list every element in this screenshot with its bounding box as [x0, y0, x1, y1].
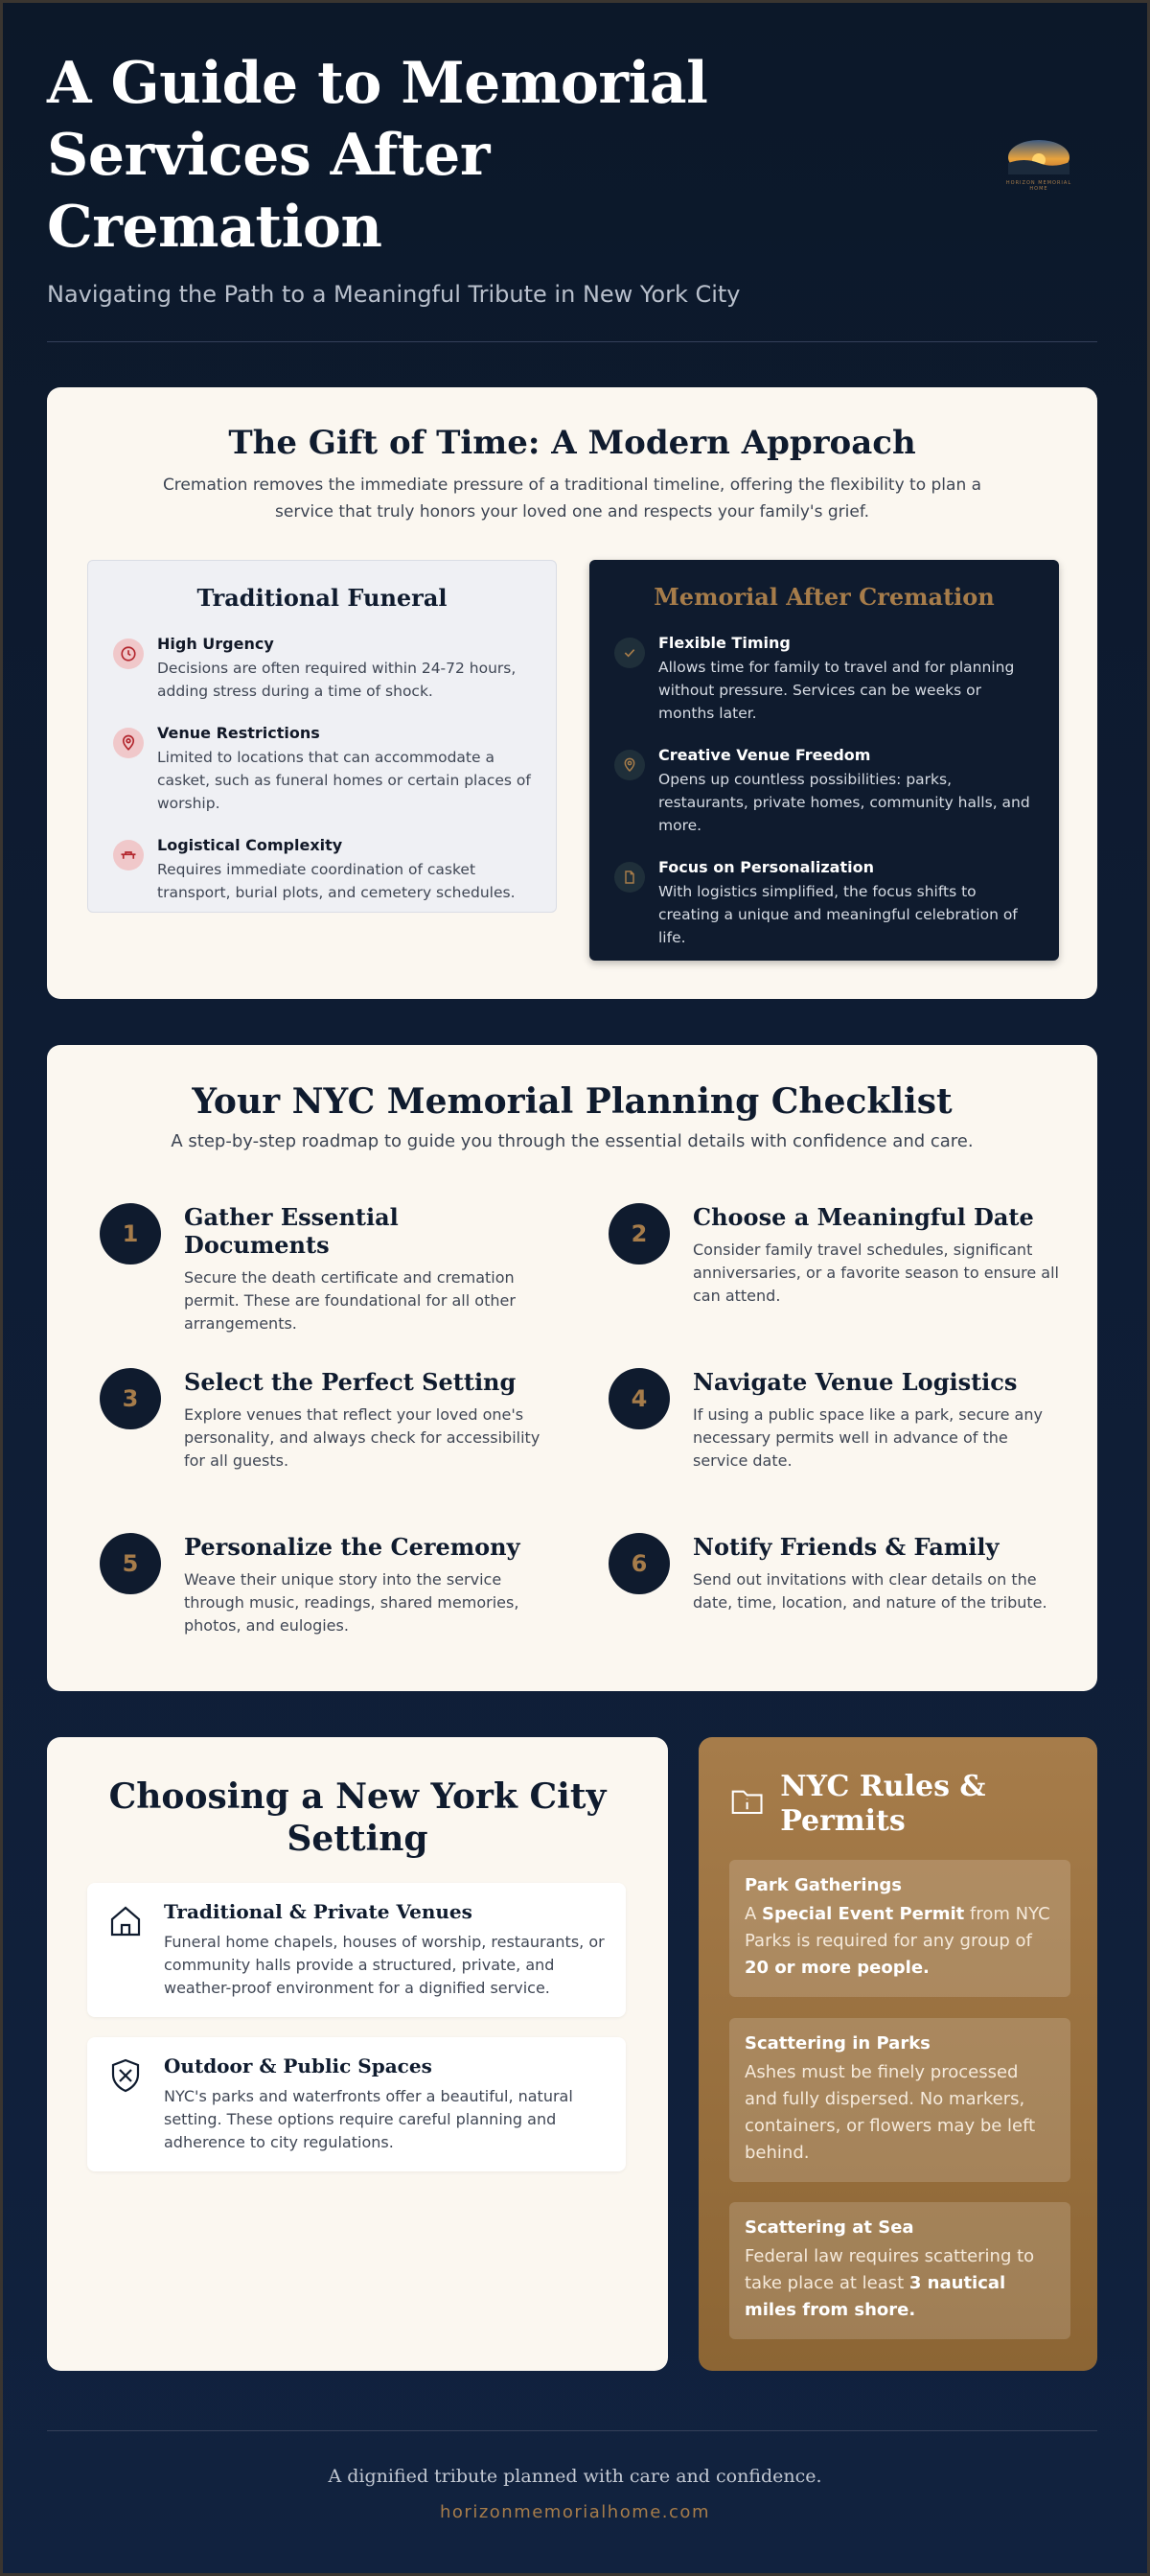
item-title: Logistical Complexity	[157, 836, 343, 854]
footer-divider	[47, 2430, 1097, 2431]
item-desc: Requires immediate coordination of casket transport, burial plots, and cemetery schedules.	[157, 861, 516, 901]
casket-icon	[113, 840, 144, 870]
item-title: Venue Restrictions	[157, 724, 320, 742]
checklist-step	[609, 1203, 1059, 1308]
step-number: 2	[609, 1203, 670, 1265]
section-intro: Cremation removes the immediate pressure of a traditional timeline, offering the flexibility to plan a service that truly honors your loved one and respects your family's grief.	[162, 476, 982, 522]
item-desc: Decisions are often required within 24-72 hours, adding stress during a time of shock.	[157, 660, 517, 700]
step-title: Notify Friends & Family	[693, 1533, 1000, 1561]
rules-header	[729, 1770, 1097, 1839]
step-desc: Explore venues that reflect your loved one's personality, and always check for accessibility for all guests.	[184, 1405, 540, 1470]
step-desc: Send out invitations with clear details on the date, time, location, and nature of the tribute.	[693, 1570, 1047, 1612]
item-desc: Opens up countless possibilities: parks, restaurants, private homes, community halls, and more.	[658, 771, 1030, 834]
step-desc: If using a public space like a park, secure any necessary permits well in advance of the service date.	[693, 1405, 1043, 1470]
nyc-rules-section	[699, 1737, 1097, 2371]
rule-desc: Ashes must be finely processed and fully dispersed. No markers, containers, or flowers may be left behind.	[745, 2062, 1036, 2163]
gift-of-time-section	[47, 387, 1097, 999]
item-desc: Allows time for family to travel and for planning without pressure. Services can be weeks or months later.	[658, 659, 1015, 722]
list-item	[614, 858, 1034, 949]
item-title: Creative Venue Freedom	[658, 746, 871, 764]
section-title: Choosing a New York City Setting	[108, 1776, 607, 1859]
traditional-funeral-panel	[87, 560, 557, 913]
panel-title: Traditional Funeral	[196, 584, 448, 612]
option-desc: Funeral home chapels, houses of worship, restaurants, or community halls provide a structured, private, and weather-proof environment for a dignified service.	[164, 1933, 605, 1997]
section-title: NYC Rules & Permits	[780, 1770, 986, 1838]
location-pin-icon	[113, 728, 144, 758]
logo-wordmark: HORIZON MEMORIAL HOME	[1005, 180, 1072, 192]
panel-title: Memorial After Cremation	[654, 583, 995, 611]
item-title: High Urgency	[157, 635, 274, 653]
section-title: Your NYC Memorial Planning Checklist	[192, 1081, 953, 1122]
header-divider	[47, 341, 1097, 342]
step-title: Gather Essential Documents	[184, 1203, 399, 1259]
item-title: Focus on Personalization	[658, 858, 874, 876]
checklist-step	[100, 1203, 550, 1335]
page-subtitle: Navigating the Path to a Meaningful Tribute in New York City	[47, 281, 741, 308]
option-title: Outdoor & Public Spaces	[164, 2054, 432, 2077]
page-header	[47, 48, 1101, 343]
rule-card	[729, 1860, 1070, 1997]
rule-card	[729, 2202, 1070, 2339]
step-number: 4	[609, 1368, 670, 1429]
folder-info-icon	[729, 1781, 765, 1820]
brand-logo	[1000, 136, 1077, 192]
checkmark-icon	[614, 638, 645, 668]
item-desc: Limited to locations that can accommodate a casket, such as funeral homes or certain places of worship.	[157, 749, 531, 812]
step-title: Navigate Venue Logistics	[693, 1368, 1018, 1396]
venue-option-card	[87, 2037, 626, 2171]
venue-option-card	[87, 1883, 626, 2017]
step-number: 6	[609, 1533, 670, 1594]
checklist-step	[609, 1368, 1059, 1473]
list-item	[113, 724, 531, 815]
option-title: Traditional & Private Venues	[164, 1900, 472, 1923]
memorial-after-cremation-panel	[589, 560, 1059, 961]
footer-website-link[interactable]: horizonmemorialhome.com	[440, 2502, 710, 2522]
list-item	[113, 635, 531, 703]
checklist-step	[100, 1533, 550, 1637]
item-title: Flexible Timing	[658, 634, 791, 652]
planning-checklist-section	[47, 1045, 1097, 1691]
list-item	[113, 836, 531, 904]
step-title: Select the Perfect Setting	[184, 1368, 517, 1396]
section-intro: A step-by-step roadmap to guide you through the essential details with confidence and care.	[171, 1131, 974, 1151]
list-item	[614, 634, 1034, 725]
document-icon	[614, 862, 645, 893]
nyc-setting-section	[47, 1737, 668, 2371]
rule-title: Scattering at Sea	[745, 2217, 914, 2238]
step-desc: Secure the death certificate and cremation permit. These are foundational for all other arrangements.	[184, 1268, 516, 1333]
step-desc: Weave their unique story into the service through music, readings, shared memories, photos, and eulogies.	[184, 1570, 519, 1635]
rule-desc: Federal law requires scattering to take place at least 3 nautical miles from shore.	[745, 2246, 1035, 2320]
checklist-step	[100, 1368, 550, 1473]
rule-title: Park Gatherings	[745, 1875, 902, 1895]
step-number: 1	[100, 1203, 161, 1265]
item-desc: With logistics simplified, the focus shifts to creating a unique and meaningful celebration of life.	[658, 883, 1018, 946]
list-item	[614, 746, 1034, 837]
house-icon	[106, 1902, 145, 1940]
rule-title: Scattering in Parks	[745, 2033, 931, 2054]
rule-card	[729, 2018, 1070, 2182]
checklist-step	[609, 1533, 1059, 1614]
section-title: The Gift of Time: A Modern Approach	[228, 424, 916, 462]
rule-desc: A Special Event Permit from NYC Parks is required for any group of 20 or more people.	[745, 1904, 1050, 1978]
step-number: 3	[100, 1368, 161, 1429]
sunset-logo-icon	[1005, 136, 1072, 174]
step-number: 5	[100, 1533, 161, 1594]
option-desc: NYC's parks and waterfronts offer a beautiful, natural setting. These options require careful planning and adherence to city regulations.	[164, 2087, 573, 2151]
page-title: A Guide to Memorial Services After Cremation	[47, 50, 708, 261]
clock-icon	[113, 638, 144, 669]
shield-icon	[106, 2056, 145, 2095]
step-desc: Consider family travel schedules, significant anniversaries, or a favorite season to ensure all can attend.	[693, 1241, 1059, 1305]
step-title: Choose a Meaningful Date	[693, 1203, 1034, 1231]
step-title: Personalize the Ceremony	[184, 1533, 520, 1561]
location-pin-icon	[614, 750, 645, 780]
footer-tagline: A dignified tribute planned with care and confidence.	[328, 2466, 822, 2487]
